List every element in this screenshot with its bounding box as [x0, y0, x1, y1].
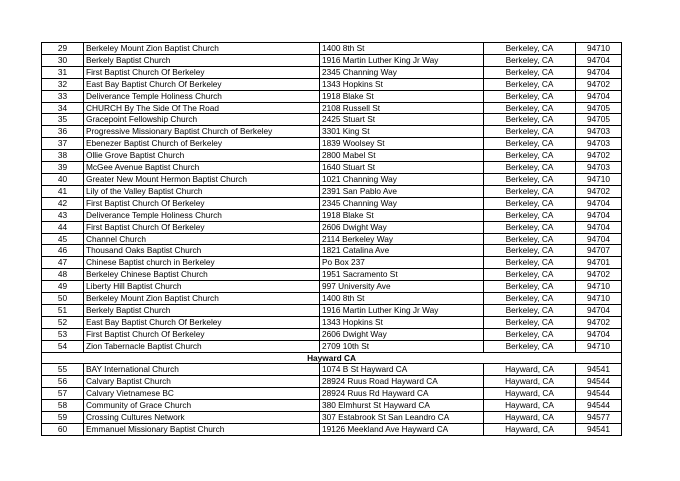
zip-code: 94704	[576, 304, 622, 316]
zip-code: 94707	[576, 245, 622, 257]
row-number: 58	[42, 400, 84, 412]
row-number: 54	[42, 340, 84, 352]
row-number: 56	[42, 376, 84, 388]
church-name: Gracepoint Fellowship Church	[84, 114, 320, 126]
zip-code: 94702	[576, 269, 622, 281]
zip-code: 94710	[576, 173, 622, 185]
street-address: 2606 Dwight Way	[320, 328, 484, 340]
row-number: 57	[42, 388, 84, 400]
row-number: 52	[42, 316, 84, 328]
row-number: 42	[42, 197, 84, 209]
church-name: East Bay Baptist Church Of Berkeley	[84, 316, 320, 328]
church-name: First Baptist Church Of Berkeley	[84, 221, 320, 233]
city-state: Berkeley, CA	[484, 328, 576, 340]
table-row	[42, 316, 622, 328]
church-name: BAY International Church	[84, 364, 320, 376]
zip-code: 94703	[576, 126, 622, 138]
zip-code: 94710	[576, 281, 622, 293]
city-state: Berkeley, CA	[484, 90, 576, 102]
row-number: 59	[42, 412, 84, 424]
table-row	[42, 138, 622, 150]
church-name: East Bay Baptist Church Of Berkeley	[84, 78, 320, 90]
street-address: 3301 King St	[320, 126, 484, 138]
city-state: Berkeley, CA	[484, 150, 576, 162]
city-state: Berkeley, CA	[484, 43, 576, 55]
zip-code: 94704	[576, 90, 622, 102]
street-address: 1916 Martin Luther King Jr Way	[320, 54, 484, 66]
row-number: 47	[42, 257, 84, 269]
table-row	[42, 197, 622, 209]
zip-code: 94544	[576, 388, 622, 400]
table-row	[42, 209, 622, 221]
street-address: 2345 Channing Way	[320, 197, 484, 209]
church-directory-table	[41, 42, 622, 436]
church-name: Zion Tabernacle Baptist Church	[84, 340, 320, 352]
street-address: 2114 Berkeley Way	[320, 233, 484, 245]
zip-code: 94544	[576, 400, 622, 412]
church-name: Ollie Grove Baptist Church	[84, 150, 320, 162]
table-row	[42, 78, 622, 90]
city-state: Hayward, CA	[484, 400, 576, 412]
zip-code: 94710	[576, 340, 622, 352]
zip-code: 94705	[576, 102, 622, 114]
city-state: Hayward, CA	[484, 364, 576, 376]
row-number: 35	[42, 114, 84, 126]
zip-code: 94704	[576, 66, 622, 78]
table-row	[42, 364, 622, 376]
church-name: Channel Church	[84, 233, 320, 245]
city-state: Berkeley, CA	[484, 78, 576, 90]
church-name: CHURCH By The Side Of The Road	[84, 102, 320, 114]
city-state: Hayward, CA	[484, 424, 576, 436]
church-name: Chinese Baptist church in Berkeley	[84, 257, 320, 269]
table-row	[42, 102, 622, 114]
table-row	[42, 388, 622, 400]
table-row	[42, 90, 622, 102]
row-number: 60	[42, 424, 84, 436]
street-address: 19126 Meekland Ave Hayward CA	[320, 424, 484, 436]
table-row	[42, 114, 622, 126]
table-row	[42, 400, 622, 412]
section-heading-row	[42, 352, 622, 364]
zip-code: 94577	[576, 412, 622, 424]
street-address: 2800 Mabel St	[320, 150, 484, 162]
row-number: 40	[42, 173, 84, 185]
row-number: 55	[42, 364, 84, 376]
church-name: Thousand Oaks Baptist Church	[84, 245, 320, 257]
table-row	[42, 185, 622, 197]
table-row	[42, 281, 622, 293]
row-number: 43	[42, 209, 84, 221]
church-name: Berkeley Mount Zion Baptist Church	[84, 293, 320, 305]
city-state: Berkeley, CA	[484, 126, 576, 138]
church-name: Progressive Missionary Baptist Church of Berkeley	[84, 126, 320, 138]
row-number: 31	[42, 66, 84, 78]
zip-code: 94704	[576, 328, 622, 340]
church-name: Calvary Baptist Church	[84, 376, 320, 388]
zip-code: 94704	[576, 233, 622, 245]
zip-code: 94703	[576, 162, 622, 174]
city-state: Berkeley, CA	[484, 257, 576, 269]
street-address: Po Box 237	[320, 257, 484, 269]
church-name: Greater New Mount Hermon Baptist Church	[84, 173, 320, 185]
table-row	[42, 221, 622, 233]
table-row	[42, 233, 622, 245]
city-state: Hayward, CA	[484, 412, 576, 424]
street-address: 28924 Ruus Road Hayward CA	[320, 376, 484, 388]
zip-code: 94710	[576, 293, 622, 305]
street-address: 1918 Blake St	[320, 209, 484, 221]
zip-code: 94702	[576, 78, 622, 90]
church-name: Lily of the Valley Baptist Church	[84, 185, 320, 197]
row-number: 50	[42, 293, 84, 305]
table-row	[42, 293, 622, 305]
row-number: 51	[42, 304, 84, 316]
row-number: 29	[42, 43, 84, 55]
city-state: Berkeley, CA	[484, 340, 576, 352]
city-state: Berkeley, CA	[484, 221, 576, 233]
table-row	[42, 54, 622, 66]
zip-code: 94541	[576, 364, 622, 376]
street-address: 307 Estabrook St San Leandro CA	[320, 412, 484, 424]
church-name: Berkely Baptist Church	[84, 54, 320, 66]
city-state: Berkeley, CA	[484, 209, 576, 221]
zip-code: 94544	[576, 376, 622, 388]
zip-code: 94703	[576, 138, 622, 150]
zip-code: 94705	[576, 114, 622, 126]
row-number: 48	[42, 269, 84, 281]
street-address: 1074 B St Hayward CA	[320, 364, 484, 376]
table-row	[42, 66, 622, 78]
zip-code: 94710	[576, 43, 622, 55]
church-name: Deliverance Temple Holiness Church	[84, 90, 320, 102]
church-name: First Baptist Church Of Berkeley	[84, 328, 320, 340]
row-number: 37	[42, 138, 84, 150]
church-name: Berkeley Chinese Baptist Church	[84, 269, 320, 281]
row-number: 32	[42, 78, 84, 90]
street-address: 1400 8th St	[320, 293, 484, 305]
row-number: 38	[42, 150, 84, 162]
church-name: Emmanuel Missionary Baptist Church	[84, 424, 320, 436]
street-address: 1918 Blake St	[320, 90, 484, 102]
street-address: 1343 Hopkins St	[320, 316, 484, 328]
city-state: Berkeley, CA	[484, 233, 576, 245]
table-row	[42, 162, 622, 174]
church-name: Berkeley Mount Zion Baptist Church	[84, 43, 320, 55]
street-address: 2108 Russell St	[320, 102, 484, 114]
church-name: Berkely Baptist Church	[84, 304, 320, 316]
city-state: Berkeley, CA	[484, 162, 576, 174]
city-state: Berkeley, CA	[484, 54, 576, 66]
church-name: Community of Grace Church	[84, 400, 320, 412]
city-state: Berkeley, CA	[484, 173, 576, 185]
church-name: First Baptist Church Of Berkeley	[84, 66, 320, 78]
table-row	[42, 245, 622, 257]
city-state: Berkeley, CA	[484, 316, 576, 328]
church-name: Ebenezer Baptist Church of Berkeley	[84, 138, 320, 150]
street-address: 28924 Ruus Rd Hayward CA	[320, 388, 484, 400]
table-row	[42, 150, 622, 162]
table-row	[42, 269, 622, 281]
row-number: 39	[42, 162, 84, 174]
church-name: Deliverance Temple Holiness Church	[84, 209, 320, 221]
table-row	[42, 173, 622, 185]
city-state: Berkeley, CA	[484, 269, 576, 281]
church-name: Liberty Hill Baptist Church	[84, 281, 320, 293]
street-address: 380 Elmhurst St Hayward CA	[320, 400, 484, 412]
city-state: Berkeley, CA	[484, 66, 576, 78]
street-address: 2425 Stuart St	[320, 114, 484, 126]
zip-code: 94704	[576, 221, 622, 233]
zip-code: 94702	[576, 185, 622, 197]
row-number: 34	[42, 102, 84, 114]
city-state: Berkeley, CA	[484, 185, 576, 197]
street-address: 1400 8th St	[320, 43, 484, 55]
street-address: 1839 Woolsey St	[320, 138, 484, 150]
section-heading: Hayward CA	[42, 352, 622, 364]
table-row	[42, 257, 622, 269]
city-state: Berkeley, CA	[484, 197, 576, 209]
row-number: 45	[42, 233, 84, 245]
city-state: Berkeley, CA	[484, 281, 576, 293]
church-name: Crossing Cultures Network	[84, 412, 320, 424]
table-row	[42, 43, 622, 55]
church-name: McGee Avenue Baptist Church	[84, 162, 320, 174]
church-name: First Baptist Church Of Berkeley	[84, 197, 320, 209]
zip-code: 94704	[576, 54, 622, 66]
zip-code: 94702	[576, 316, 622, 328]
zip-code: 94701	[576, 257, 622, 269]
row-number: 46	[42, 245, 84, 257]
city-state: Hayward, CA	[484, 376, 576, 388]
table-row	[42, 376, 622, 388]
table-row	[42, 412, 622, 424]
zip-code: 94702	[576, 150, 622, 162]
row-number: 33	[42, 90, 84, 102]
church-name: Calvary Vietnamese BC	[84, 388, 320, 400]
zip-code: 94704	[576, 197, 622, 209]
zip-code: 94541	[576, 424, 622, 436]
city-state: Berkeley, CA	[484, 293, 576, 305]
zip-code: 94704	[576, 209, 622, 221]
row-number: 30	[42, 54, 84, 66]
street-address: 1951 Sacramento St	[320, 269, 484, 281]
table-row	[42, 126, 622, 138]
street-address: 997 University Ave	[320, 281, 484, 293]
street-address: 2606 Dwight Way	[320, 221, 484, 233]
row-number: 49	[42, 281, 84, 293]
table-row	[42, 328, 622, 340]
street-address: 2709 10th St	[320, 340, 484, 352]
table-row	[42, 304, 622, 316]
street-address: 2345 Channing Way	[320, 66, 484, 78]
street-address: 1916 Martin Luther King Jr Way	[320, 304, 484, 316]
table-row	[42, 424, 622, 436]
city-state: Berkeley, CA	[484, 245, 576, 257]
row-number: 53	[42, 328, 84, 340]
street-address: 1021 Channing Way	[320, 173, 484, 185]
street-address: 2391 San Pablo Ave	[320, 185, 484, 197]
city-state: Berkeley, CA	[484, 102, 576, 114]
row-number: 44	[42, 221, 84, 233]
city-state: Hayward, CA	[484, 388, 576, 400]
city-state: Berkeley, CA	[484, 114, 576, 126]
street-address: 1821 Catalina Ave	[320, 245, 484, 257]
street-address: 1343 Hopkins St	[320, 78, 484, 90]
row-number: 41	[42, 185, 84, 197]
row-number: 36	[42, 126, 84, 138]
city-state: Berkeley, CA	[484, 138, 576, 150]
table-row	[42, 340, 622, 352]
street-address: 1640 Stuart St	[320, 162, 484, 174]
city-state: Berkeley, CA	[484, 304, 576, 316]
